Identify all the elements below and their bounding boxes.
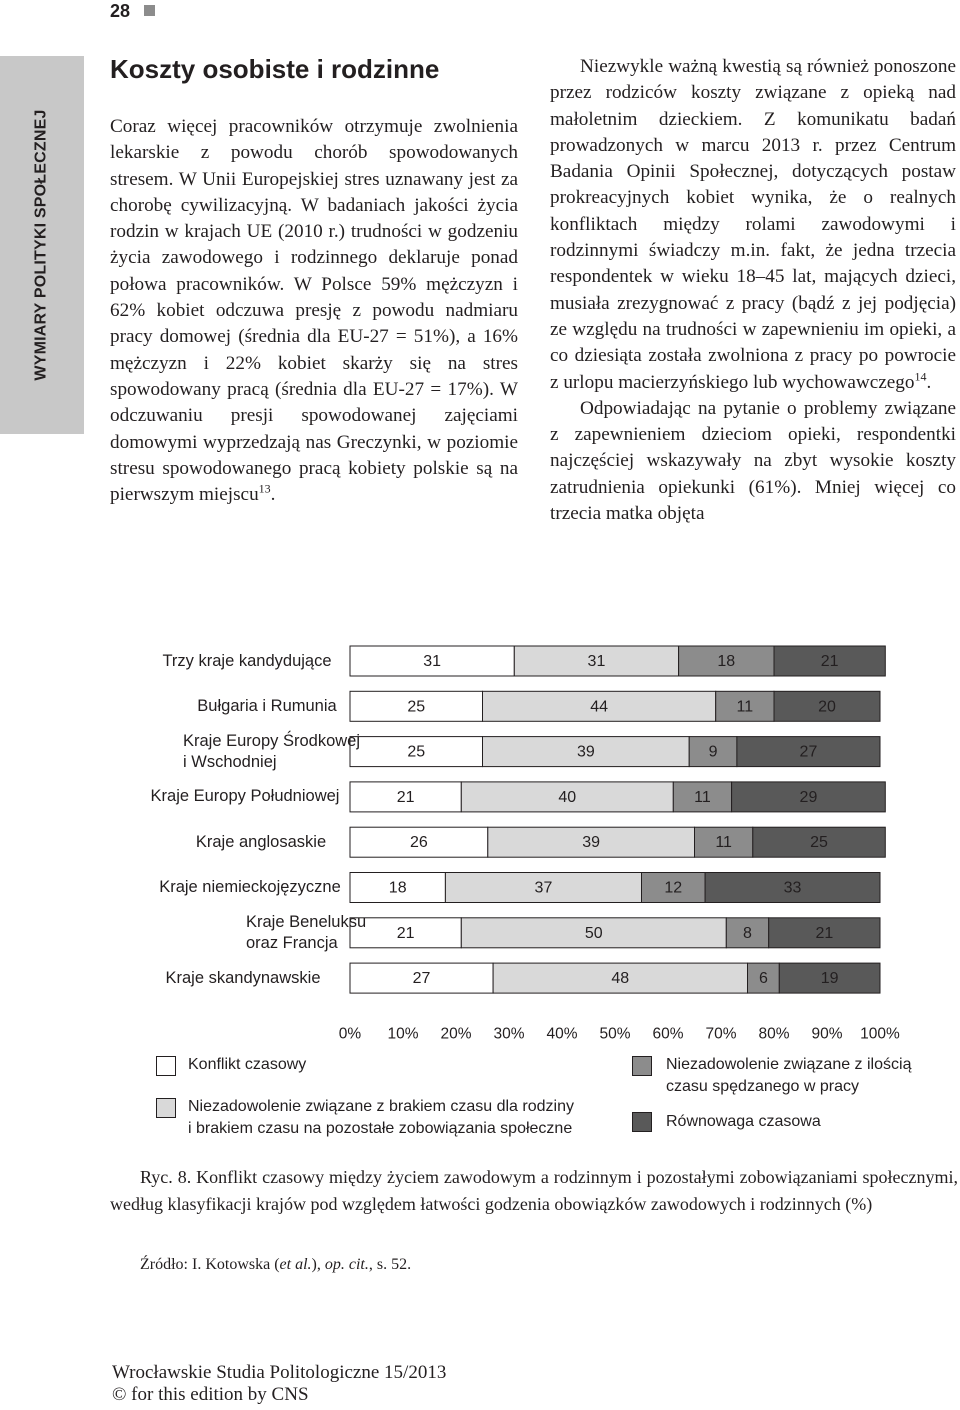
bar-value-label: 20 — [818, 698, 836, 716]
category-label — [151, 832, 371, 853]
category-label-line: i Wschodniej — [183, 752, 277, 771]
x-tick-label: 20% — [440, 1025, 472, 1043]
bar-value-label: 21 — [396, 788, 415, 806]
right-paragraph-1 — [550, 54, 956, 396]
bar-value-label: 40 — [558, 788, 577, 806]
section-title: Koszty osobiste i rodzinne — [110, 54, 440, 84]
bar-value-label: 18 — [388, 879, 407, 897]
legend-swatch — [156, 1056, 176, 1076]
bar-value-label: 8 — [743, 924, 752, 942]
legend-label — [666, 1111, 821, 1133]
bar-value-label: 31 — [587, 653, 606, 670]
legend-label-line: Niezadowolenie związane z ilością — [666, 1056, 912, 1073]
x-tick-label: 70% — [705, 1025, 737, 1043]
x-tick-label: 10% — [387, 1025, 419, 1043]
bar-value-label: 48 — [611, 970, 630, 988]
x-tick-label: 60% — [652, 1025, 684, 1043]
bar-value-label: 11 — [715, 834, 732, 852]
right-paragraph-2: Odpowiadając na pytanie o problemy związane z zapewnieniem dzieciom opieki, respondentki najczęściej wskazywały na zbyt wysokie koszty zatrudnienia opiekunki (61%). Mniej więcej co trzecia matka objęta — [550, 397, 956, 525]
category-label-line: Kraje Beneluksu — [246, 912, 367, 931]
left-paragraph-text: Coraz więcej pracowników otrzymuje zwolnienia lekarskie z powodu chorób spowodowanych stresem. W Unii Europejskiej stres uznawany jest za chorobę cywilizacyjną. W badaniach jakości życia rodzin w krajach UE (2010 r.) trudności w godzeniu życia zawodowego i rodzinnego deklaruje ponad połowa pracowników. W Polsce 59% mężczyzn i 62% kobiet odczuwa presję z powodu nadmiaru pracy domowej (średnia dla EU-27 = 51%), a 16% mężczyzn i 22% kobiet skarży się na stres spowodowany pracą (średnia dla EU-27 = 17%). W odczuwaniu presji spowodowanej zajęciami domowymi wyprzedzają nas Greczynki, w poziomie stresu spowodowanego pracą kobiety polskie są na pierwszym miejscu — [110, 116, 518, 506]
bar-value-label: 29 — [799, 788, 818, 806]
stacked-bar-chart — [0, 600, 960, 1160]
source-op-cit: op. cit. — [324, 1256, 369, 1273]
bar-value-label: 26 — [410, 834, 428, 852]
source-middle: ), — [311, 1256, 325, 1273]
legend-swatch — [156, 1098, 176, 1118]
bar-value-label: 19 — [820, 970, 839, 988]
right-paragraph-1-text: Niezwykle ważną kwestią są również ponoszone przez rodziców koszty związane z opieką nad małoletnim dzieckiem. Z komunikatu badań prowadzonych w marcu 2013 r. przez Centrum Badania Opinii Społecznej, dotyczących postaw prokreacyjnych kobiet wynika, że o realnych konfliktach między rolami zawodowymi i rodzinnymi świadczy m.in. fakt, że jedna trzecia respondentek w wieku 18–45 lat, mających dzieci, musiała zrezygnować z pracy (bądź z jej podjęcia) ze względu na trudności w zapewnieniu im opieki, a co dziesiąta została zwolniona z pracy po powrocie z urlopu macierzyńskiego lub wychowawczego — [550, 56, 956, 393]
bar-value-label: 21 — [396, 924, 415, 942]
category-label-line: oraz Francja — [246, 933, 338, 952]
side-band — [0, 56, 84, 434]
bar-value-label: 21 — [820, 653, 839, 670]
right-paragraph-1-end: . — [926, 371, 932, 393]
category-label-line: Kraje anglosaskie — [195, 832, 327, 851]
bar-value-label: 11 — [694, 788, 711, 806]
category-label — [133, 968, 353, 989]
legend-label-line: Równowaga czasowa — [666, 1113, 821, 1130]
side-label: WYMIARY POLITYKI SPOŁECZNEJ — [33, 109, 50, 381]
footer-copyright: © for this edition by CNS — [112, 1384, 309, 1405]
legend-swatch — [632, 1112, 652, 1132]
left-paragraph-end: . — [270, 484, 276, 506]
category-label-line: Bułgaria i Rumunia — [197, 696, 337, 715]
left-paragraph — [110, 114, 518, 508]
category-label — [135, 786, 355, 807]
source-suffix: , s. 52. — [368, 1256, 412, 1273]
bar-value-label: 18 — [717, 653, 736, 670]
bar-value-label: 6 — [758, 970, 768, 988]
legend-label — [188, 1054, 306, 1076]
category-label-line: Trzy kraje kandydujące — [162, 651, 332, 670]
bar-value-label: 50 — [584, 924, 603, 942]
category-label-line: Kraje skandynawskie — [165, 968, 321, 987]
legend-label-line: i brakiem czasu na pozostałe zobowiązania społeczne — [188, 1120, 573, 1137]
legend-label-line: czasu spędzanego w pracy — [666, 1078, 859, 1095]
bar-value-label: 27 — [799, 743, 818, 761]
bar-value-label: 44 — [590, 698, 608, 716]
footer-journal: Wrocławskie Studia Politologiczne 15/2013 — [112, 1362, 447, 1383]
category-label — [136, 731, 361, 773]
category-label — [137, 651, 357, 672]
category-label — [157, 696, 377, 717]
x-tick-label: 80% — [758, 1025, 790, 1043]
source-prefix: Źródło: I. Kotowska ( — [140, 1256, 280, 1273]
legend-label — [188, 1096, 574, 1140]
x-tick-label: 90% — [811, 1025, 843, 1043]
bar-value-label: 37 — [534, 879, 553, 897]
category-label — [146, 912, 366, 954]
footer — [112, 1362, 446, 1406]
right-column — [550, 54, 956, 527]
category-label-line: Kraje Europy Południowej — [150, 787, 340, 806]
bar-value-label: 25 — [407, 698, 426, 716]
legend-label-line: Niezadowolenie związane z brakiem czasu dla rodziny — [188, 1098, 574, 1115]
x-tick-label: 100% — [860, 1025, 900, 1043]
bar-value-label: 39 — [576, 743, 595, 761]
bar-value-label: 11 — [736, 698, 754, 716]
bar-value-label: 33 — [783, 879, 802, 897]
bar-value-label: 25 — [810, 834, 828, 852]
footnote-13[interactable]: 13 — [258, 481, 271, 496]
category-label — [140, 877, 360, 898]
category-label-line: Kraje niemieckojęzyczne — [159, 878, 341, 896]
page-number: 28 — [110, 1, 131, 21]
bar-value-label: 25 — [407, 743, 426, 761]
legend-label — [666, 1054, 911, 1098]
legend-swatch — [632, 1056, 652, 1076]
category-label-line: Kraje Europy Środkowej — [183, 731, 361, 750]
source-et-al: et al. — [279, 1256, 312, 1273]
bar-value-label: 12 — [664, 879, 683, 897]
legend-label-line: Konflikt czasowy — [188, 1056, 307, 1073]
bar-value-label: 27 — [412, 970, 431, 988]
bar-value-label: 21 — [815, 924, 834, 942]
x-tick-label: 50% — [599, 1025, 631, 1043]
bar-value-label: 31 — [423, 653, 442, 670]
x-tick-label: 0% — [338, 1025, 362, 1043]
footnote-14[interactable]: 14 — [914, 369, 927, 384]
page-number-square-icon — [144, 5, 155, 16]
figure-caption: Ryc. 8. Konflikt czasowy między życiem zawodowym a rodzinnym i pozostałymi zobowiązaniami społecznymi, według klasyfikacji krajów pod względem łatwości godzenia obowiązków zawodowych i rodzinnych (%) — [110, 1167, 958, 1214]
bar-value-label: 9 — [708, 743, 718, 761]
x-tick-label: 30% — [493, 1025, 525, 1043]
figure-source — [140, 1255, 411, 1275]
x-tick-label: 40% — [546, 1025, 578, 1043]
bar-value-label: 39 — [582, 834, 601, 852]
left-column — [110, 114, 518, 508]
